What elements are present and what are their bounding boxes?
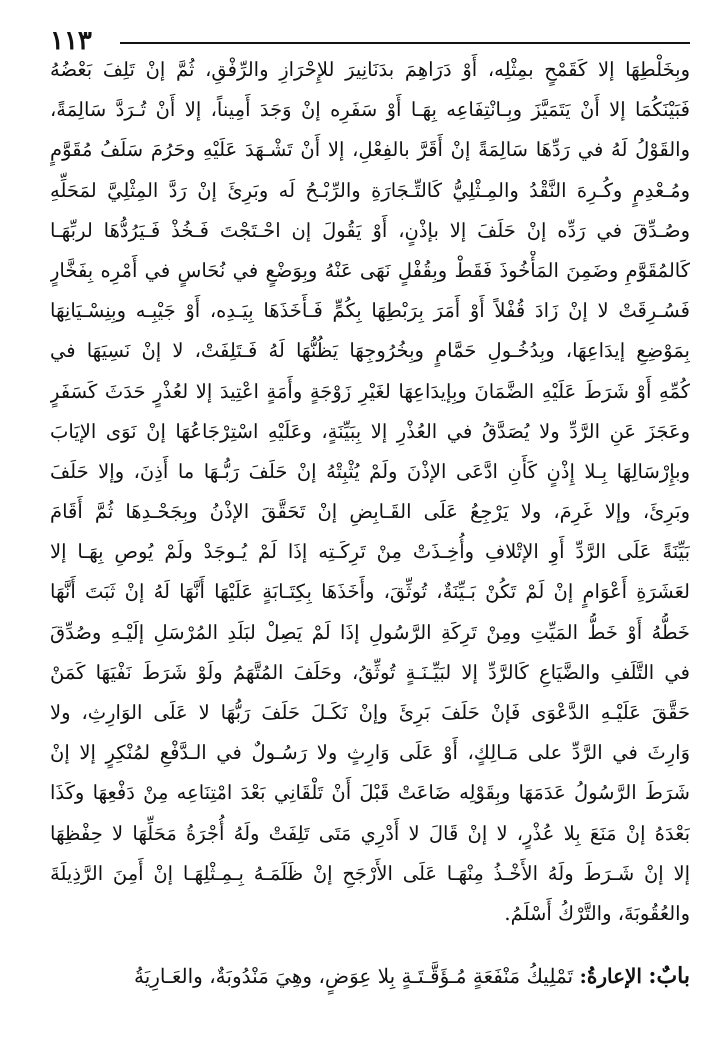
text-line: ومُـعْدِمٍ وكُـرِهَ النَّقْدُ والمِـثْلِيُّ كَالتِّـجَارَةِ والرِّبْـحُ لَه وبَرِئَ إنْ رَدَّ المِثْلِيَّ لمَحَلِّهِ: [50, 178, 690, 202]
text-line: حَقَّقَ عَلَيْـهِ الدَّعْوَى فَإنْ حَلَفَ بَرِئَ وإنْ نَكَـلَ حَلَفَ رَبُّهَا لا عَلَى الوَارِثِ، ولا: [50, 701, 690, 724]
text-line: وَارِثَ في الرَّدِّ على مَـالِكٍ، أَوْ عَلَى وَارِثٍ ولا رَسُـولٌ في الـدَّفْعِ لمُنْكِرٍ إلا إنْ: [50, 741, 690, 765]
text-line: والعُقُوبَةَ، والتَّرْكُ أَسْلَمُ.: [504, 901, 690, 925]
text-line: وبَرِئَ، وإلا غَرِمَ، ولا يَرْجِعُ عَلَى القَـابِضِ إنْ تَحَقَّقَ الإذْنُ وبِجَحْـدِهَا ثُمَّ أَقَامَ: [50, 500, 690, 524]
text-line: بِمَوْضِعِ إيدَاعِهَا، وبِدُخُـولِ حَمَّامٍ وبِخُرُوجِهَا يَظُنُّهَا لَهُ فَـتَلِفَتْ، لا إنْ نَسِيَهَا في: [50, 339, 690, 363]
header-rule: [120, 42, 690, 44]
text-line: لعَشَرَةِ أَعْوَامٍ إنْ لَمْ تَكُنْ بَـيِّنَةٌ، تُوثِّقَ، وأَخَذَهَا بِكِتَـابَةٍ عَلَيْهَا أَنَّهَا لَهُ إنْ ثَبَتَ أَنَّهَا: [50, 580, 690, 604]
text-line: خَطُّهُ أَوْ خَطُّ المَيِّتِ ومِنْ تَرِكَةِ الرَّسُولِ إذَا لَمْ يَصِلْ لبَلَدِ المُرْسَلِ إلَيْـهِ وصُدِّقَ: [50, 620, 690, 644]
body-text: [50, 50, 690, 934]
chapter-term: الإعارةُ:: [579, 964, 642, 988]
text-line: وبِخَلْطِهَا إلا كَقَمْحٍ بمِثْلِه، أَوْ دَرَاهِمَ بدَنَانِيرَ للإِحْرَازِ والرِّفْقِ، ثُمَّ إنْ تَلِفَ بَعْضُهُ: [50, 58, 690, 81]
text-line: فَبَيْنَكُمَا إلا أَنْ يَتَمَيَّزَ وبِـانْتِفَاعِه بِهَـا أَوْ سَفَرِه إنْ وَجَدَ أَمِيناً، إلا أَنْ تُـرَدَّ سَالِمَةً،: [50, 98, 690, 122]
text-line: كُمِّهِ أَوْ شَرَطَ عَلَيْهِ الضَّمَانَ وبِإيدَاعِهَا لغَيْرِ زَوْجَةٍ وأَمَةٍ اعْتِيدَ إلا لعُذْرٍ حَدَثَ كَسَفَرٍ: [50, 379, 690, 403]
text-line: وصُـدِّقَ في رَدِّه إنْ حَلَفَ إلا بإذْنٍ، أَوْ يَقُولَ إن احْـتَجْتَ فَـخُذْ فَـيَرُدُّهَا لربِّهَـا: [50, 218, 690, 242]
page-number: ١١٣: [50, 26, 92, 56]
text-line: وبإِرْسَالِهَا بِـلا إِذْنٍ كَأَنِ ادَّعَى الإذْنَ ولَمْ يُثْبِتْهُ إنْ حَلَفَ رَبُّـهَا ما أَذِنَ، وإلا حَلَفَ: [50, 459, 690, 483]
text-line: شَرَطَ الرَّسُولُ عَدَمَهَا وبِقَوْلِه ضَاعَتْ قَبْلَ أَنْ تَلْقَانِي بَعْدَ امْتِنَاعِه مِنْ دَفْعِهَا وكَذَا: [50, 781, 690, 805]
chapter-heading-line: [50, 955, 690, 997]
chapter-label: بابٌ:: [648, 963, 690, 989]
text-line: كَالمُقَوَّمِ وضَمِنَ المَأْخُوذَ فَقَطْ وبِقُفْلٍ نَهَى عَنْهُ وبِوَضْعٍ في نُحَاسٍ في أَمْرِه بِفَخَّارٍ: [50, 258, 690, 282]
chapter-text: تَمْلِيكُ مَنْفَعَةٍ مُـؤَقَّـتَـةٍ بِلا عِوَضٍ، وهِيَ مَنْدُوبَةٌ، والعَـارِيَةُ: [133, 964, 574, 988]
text-line: في التَّلَفِ والضَّيَاعِ كَالرَّدِّ إلا لبَيِّـنَـةٍ تُوثِّقُ، وحَلَفَ المُتَّهَمُ ولَوْ شَرَطَ نَفْيَهَا كَمَنْ: [50, 660, 690, 684]
text-line: والقَوْلُ لَهُ في رَدِّهَا سَالِمَةً إنْ أَقَرَّ بالفِعْلِ، إلا أَنْ تَشْـهَدَ عَلَيْهِ وحَرُمَ سَلَفُ مُقَوَّمٍ: [50, 138, 690, 162]
text-line: فَسُـرِقَتْ لا إنْ زَادَ قُفْلاً أَوْ أَمَرَ بِرَبْطِهَا بِكُمٍّ فَـأَخَذَهَا بِيَـدِه، أَوْ جَيْبِـه وبِنِسْـيَانِهَا: [50, 299, 690, 323]
text-line: بَيِّنَةً عَلَى الرَّدِّ أَوِ الإتْلافِ وأُخِـذَتْ مِنْ تَرِكَـتِه إذَا لَمْ يُـوجَدْ ولَمْ يُوصِ بِهَـا إلا: [50, 540, 690, 564]
text-line: وعَجَزَ عَنِ الرَّدِّ ولا يُصَدَّقُ في العُذْرِ إلا بِبَيِّنَةٍ، وعَلَيْهِ اسْتِرْجَاعُهَا إنْ نَوَى الإيَابَ: [50, 419, 690, 443]
text-line: بَعْدَهُ إنْ مَنَعَ بِلا عُذْرٍ، لا إنْ قَالَ لا أَدْرِي مَتَى تَلِفَتْ ولَهُ أُجْرَةُ مَحَلِّهَا لا حِفْظِهَا: [50, 821, 690, 845]
text-line: إلا إنْ شَـرَطَ ولَهُ الأَخْـذُ مِنْهَـا عَلَى الأَرْجَحِ إنْ ظَلَمَـهُ بِـمِـثْلِهَـا إنْ أَمِنَ الرَّذِيلَةَ: [50, 861, 690, 885]
